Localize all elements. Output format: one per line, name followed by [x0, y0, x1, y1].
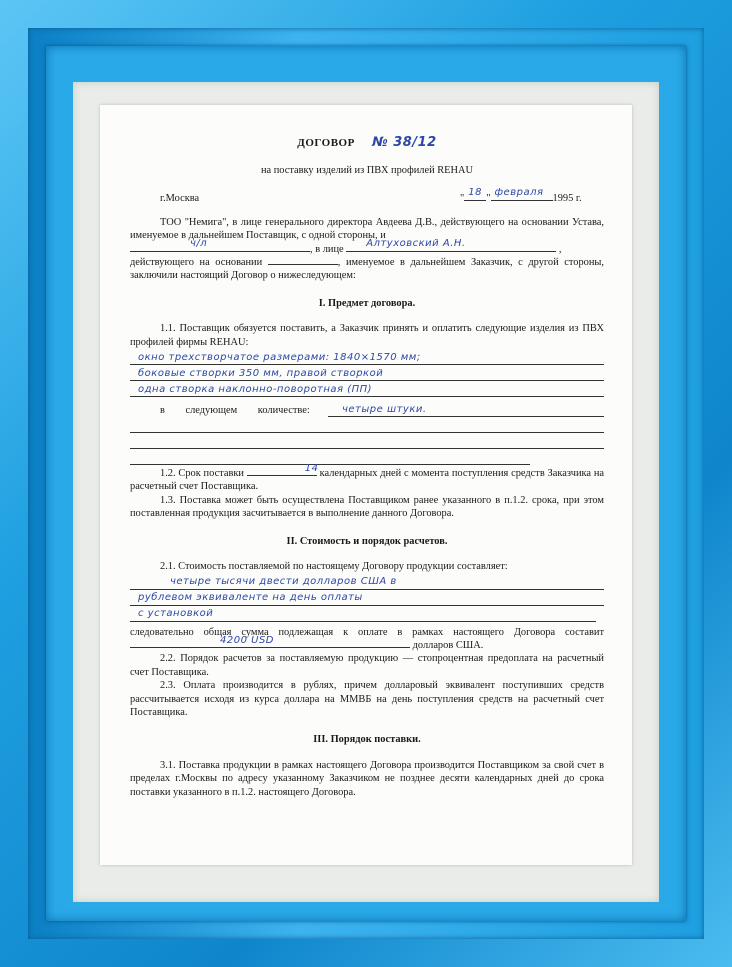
date-year: 1995 г. [552, 192, 582, 204]
item-line-1 [130, 350, 604, 365]
cost-line-1 [130, 575, 604, 590]
handwritten-cost: с установкой [138, 608, 214, 620]
section-2-title: II. Стоимость и порядок расчетов. [286, 535, 448, 547]
handwritten-cost: четыре тысячи двести долларов США в [170, 576, 397, 588]
handwritten-person: Алтуховский А.Н. [366, 238, 466, 250]
quantity-line [130, 403, 604, 417]
intro-end: , именуемое в дальнейшем Заказчик, с другой стороны, заключили настоящий Договор о нижеследующем: [130, 257, 604, 282]
term-text: календарных дней с момента поступления средств Заказчика на расчетный счет Поставщика. [130, 468, 604, 493]
handwritten-days: 14 [304, 462, 319, 474]
handwritten-quantity: четыре штуки. [342, 403, 427, 415]
total-sum [130, 626, 604, 653]
handwritten-total: 4200 USD [220, 634, 274, 646]
section-1-title: I. Предмет договора. [318, 297, 416, 309]
handwritten-month: февраля [494, 187, 544, 199]
intro-paragraph: ТОО "Немига", в лице генерального директора Авдеева Д.В., действующего на основании Устава, именуемое в дальнейшем Поставщик, с одной стороны, и [130, 216, 604, 242]
cost-line-3 [130, 607, 596, 622]
blank-line [130, 434, 604, 449]
handwritten-item: одна створка наклонно-поворотная (ПП) [138, 383, 373, 395]
handwritten-party: ч/л [190, 238, 208, 250]
term-label: 1.2. Срок поставки [160, 468, 244, 480]
clause-2-1: 2.1. Стоимость поставляемой по настоящему Договору продукции составляет: [160, 561, 508, 573]
city: г.Москва [160, 192, 200, 204]
clause-2-2: 2.2. Порядок расчетов за поставляемую продукцию — стопроцентная предоплата на расчетный счет Поставщика. [130, 653, 604, 678]
cost-line-2 [130, 591, 604, 606]
contract-document [130, 120, 604, 799]
city-date-line [130, 187, 604, 206]
handwritten-day: 18 [468, 187, 482, 199]
intro-party-line: ч/л , в лице Алтуховский А.Н. , [130, 243, 604, 256]
title-text: ДОГОВОР [297, 137, 355, 149]
clause-1-2 [130, 462, 604, 494]
handwritten-number: № 38/12 [372, 135, 437, 150]
clause-1-1: 1.1. Поставщик обязуется поставить, а Заказчик принять и оплатить следующие изделия из ПВХ профилей фирмы REHAU: [130, 323, 604, 348]
basis-label: действующего на основании [130, 257, 263, 269]
quantity-label: в следующем количестве: [160, 404, 310, 416]
clause-3-1: 3.1. Поставка продукции в рамках настоящего Договора производится Поставщиком за свой счет в пределах г.Москвы по адресу указанному Заказчиком не позднее десяти календарных дней до срока поставки указанного в п.1.2. настоящего Договора. [130, 759, 604, 798]
blank-line [130, 418, 604, 433]
handwritten-item: боковые створки 350 мм, правой створкой [138, 367, 384, 379]
clause-2-3: 2.3. Оплата производится в рублях, причем долларовый эквивалент поступивших средств рассчитывается исходя из курса доллара на ММВБ на день поступления средств на расчетный счет Поставщика. [130, 680, 604, 718]
date-quote: " [460, 192, 465, 204]
handwritten-cost: рублевом эквиваленте на день оплаты [138, 592, 363, 604]
document-title [130, 136, 604, 150]
intro-basis-line [130, 256, 604, 283]
clause-1-3: 1.3. Поставка может быть осуществлена Поставщиком ранее указанного в п.1.2. срока, при этом поставленная продукция засчитывается в выполнение данного Договора. [130, 494, 604, 520]
item-line-3 [130, 382, 604, 397]
total-text: следовательно общая сумма подлежащая к оплате в рамках настоящего Договора составит [130, 626, 604, 638]
section-3-title: III. Порядок поставки. [313, 734, 421, 746]
date: " 18 " февраля 1995 г. [460, 187, 582, 204]
document-subtitle: на поставку изделий из ПВХ профилей REHAU [260, 165, 474, 177]
handwritten-item: окно трехстворчатое размерами: 1840×1570 мм; [138, 351, 421, 363]
quantity-blank [328, 402, 604, 417]
blank-line [130, 450, 530, 465]
in-face-label: , в лице [310, 243, 344, 255]
item-line-2 [130, 366, 604, 381]
total-currency: долларов США. [412, 639, 484, 651]
